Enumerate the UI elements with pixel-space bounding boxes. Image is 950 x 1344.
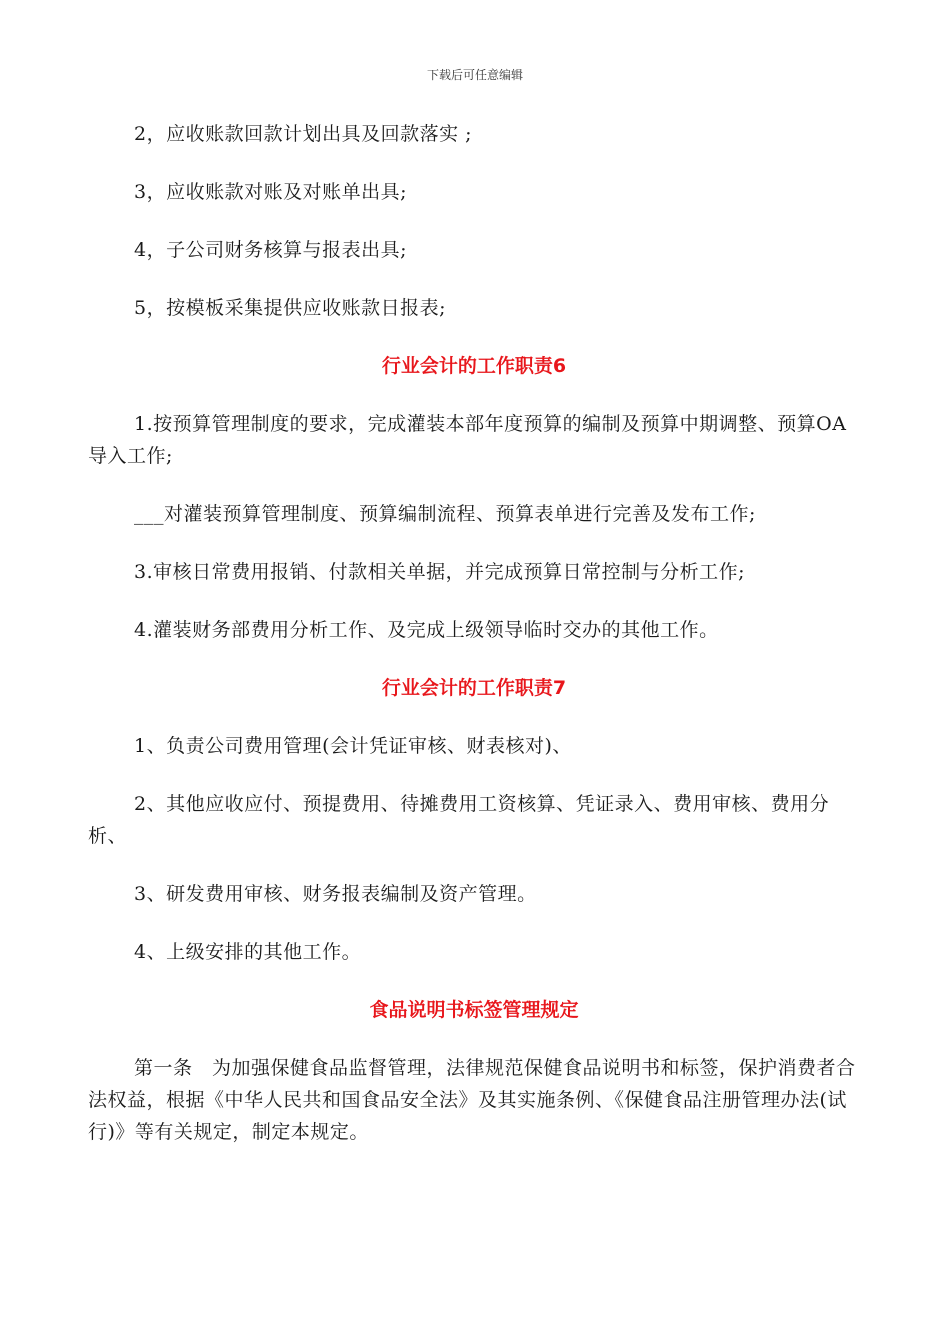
paragraph: 3.审核日常费用报销、付款相关单据，并完成预算日常控制与分析工作; [134,561,746,583]
document-body [88,118,860,1174]
paragraph: 1.按预算管理制度的要求，完成灌装本部年度预算的编制及预算中期调整、预算OA导入工作; [88,413,847,467]
paragraph: 4.灌装财务部费用分析工作、及完成上级领导临时交办的其他工作。 [134,619,719,641]
page-header-note: 下载后可任意编辑 [426,68,523,82]
paragraph: ___对灌装预算管理制度、预算编制流程、预算表单进行完善及发布工作; [134,503,756,525]
paragraph: 3、研发费用审核、财务报表编制及资产管理。 [134,883,537,905]
paragraph: 第一条 为加强保健食品监督管理，法律规范保健食品说明书和标签，保护消费者合法权益，根据《中华人民共和国食品安全法》及其实施条例、《保健食品注册管理办法(试行)》等有关规定，制定本规定。 [88,1057,856,1143]
paragraph: 5，按模板采集提供应收账款日报表; [134,297,446,319]
paragraph: 4，子公司财务核算与报表出具; [134,239,407,261]
section-heading: 食品说明书标签管理规定 [369,999,579,1021]
paragraph: 4、上级安排的其他工作。 [134,941,362,963]
paragraph: 3，应收账款对账及对账单出具; [134,181,407,203]
paragraph: 1、负责公司费用管理(会计凭证审核、财表核对)、 [134,735,572,757]
section-heading: 行业会计的工作职责7 [381,677,567,699]
paragraph: 2，应收账款回款计划出具及回款落实 ; [134,123,473,145]
paragraph: 2、其他应收应付、预提费用、待摊费用工资核算、凭证录入、费用审核、费用分析、 [88,793,830,847]
section-heading: 行业会计的工作职责6 [381,355,567,377]
